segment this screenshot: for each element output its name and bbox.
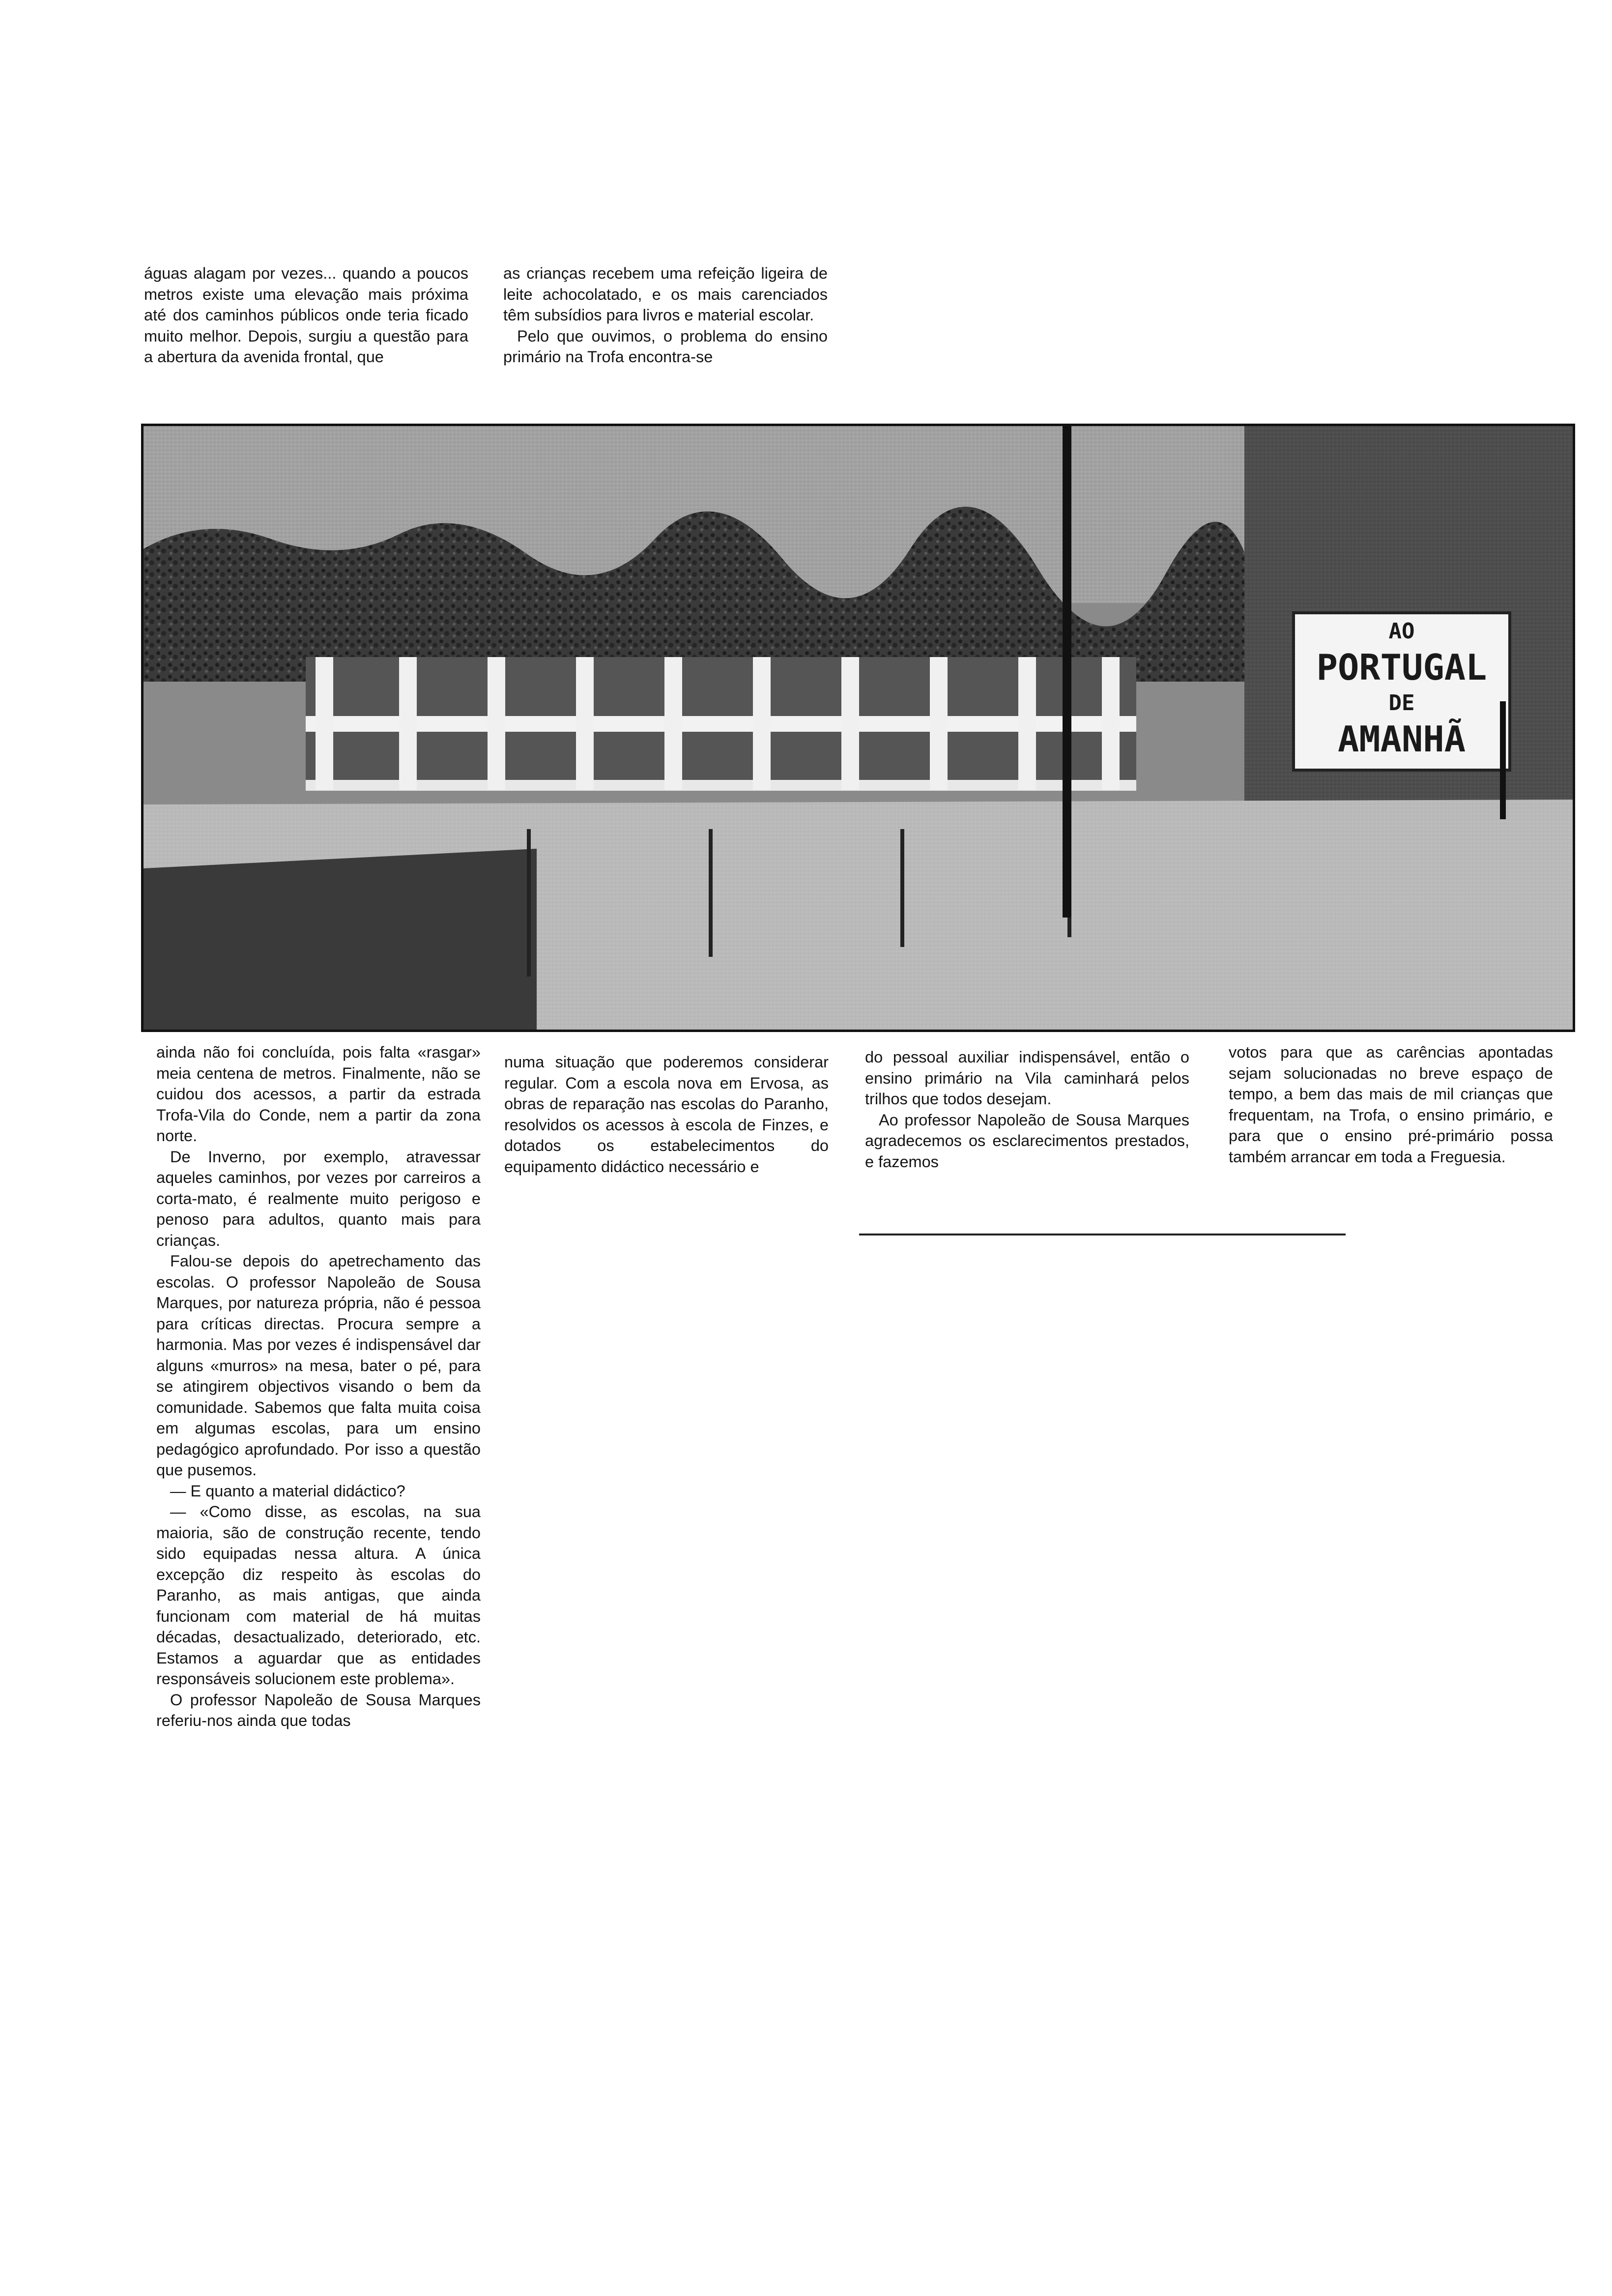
paragraph: ainda não foi concluída, pois falta «rasgar» meia centena de metros. Finalmente, não se cuidou dos acessos, a partir da estrada Trofa-Vila do Conde, nem a partir da zona norte. (156, 1043, 481, 1145)
paragraph: Ao professor Napoleão de Sousa Marques agradecemos os esclarecimentos prestados, e fazemos (865, 1111, 1189, 1171)
sign-line: AO (1388, 619, 1415, 644)
photo-sign (1296, 617, 1507, 769)
paragraph: O professor Napoleão de Sousa Marques referiu-nos ainda que todas (156, 1691, 481, 1729)
paragraph: Pelo que ouvimos, o problema do ensino primário na Trofa encontra-se (503, 327, 828, 366)
column-4 (1229, 1042, 1553, 1167)
column-3 (865, 1047, 1189, 1172)
top-column-2 (503, 263, 828, 368)
paragraph: De Inverno, por exemplo, atravessar aqueles caminhos, por vezes por carreiros a corta-mato, é realmente muito perigoso e penoso para adultos, quanto mais para crianças. (156, 1148, 481, 1249)
paragraph: do pessoal auxiliar indispensável, então o ensino primário na Vila caminhará pelos trilhos que todos desejam. (865, 1048, 1189, 1108)
paragraph: — E quanto a material didáctico? (170, 1482, 405, 1500)
sign-line: DE (1388, 690, 1415, 716)
sign-line: AMANHÃ (1337, 718, 1466, 760)
column-1 (156, 1042, 481, 1731)
school-photograph (141, 424, 1575, 1032)
paragraph: as crianças recebem uma refeição ligeira de leite achocolatado, e os mais carenciados têm subsídios para livros e material escolar. (503, 264, 828, 324)
column-divider-rule (859, 1234, 1346, 1235)
paragraph: — «Como disse, as escolas, na sua maioria, são de construção recente, tendo sido equipadas nessa altura. A única excepção diz respeito às escolas do Paranho, as mais antigas, que ainda funcionam com material de há muitas décadas, desactualizado, deteriorado, etc. Estamos a aguardar que as entidades responsáveis solucionem este problema». (156, 1503, 481, 1688)
paragraph: numa situação que poderemos considerar regular. Com a escola nova em Ervosa, as obras de reparação nas escolas do Paranho, resolvidos os acessos à escola de Finzes, e dotados os estabelecimentos do equipamento didáctico necessário e (504, 1053, 829, 1176)
top-column-1 (144, 263, 468, 368)
paragraph: águas alagam por vezes... quando a poucos metros existe uma elevação mais próxima até dos caminhos públicos onde teria ficado muito melhor. Depois, surgiu a questão para a abertura da avenida frontal, que (144, 264, 468, 366)
paragraph: Falou-se depois do apetrechamento das escolas. O professor Napoleão de Sousa Marques, por natureza própria, não é pessoa para críticas directas. Procura sempre a harmonia. Mas por vezes é indispensável dar alguns «murros» na mesa, bater o pé, para se atingirem objectivos visando o bem da comunidade. Sabemos que falta muita coisa em algumas escolas, para um ensino pedagógico aprofundado. Por isso a questão que pusemos. (156, 1252, 481, 1479)
column-2 (504, 1052, 829, 1177)
paragraph: votos para que as carências apontadas sejam solucionadas no breve espaço de tempo, a bem das mais de mil crianças que frequentam, na Trofa, o ensino primário, e para que o ensino pré-primário possa também arrancar em toda a Freguesia. (1229, 1043, 1553, 1166)
sign-line: PORTUGAL (1316, 647, 1487, 688)
